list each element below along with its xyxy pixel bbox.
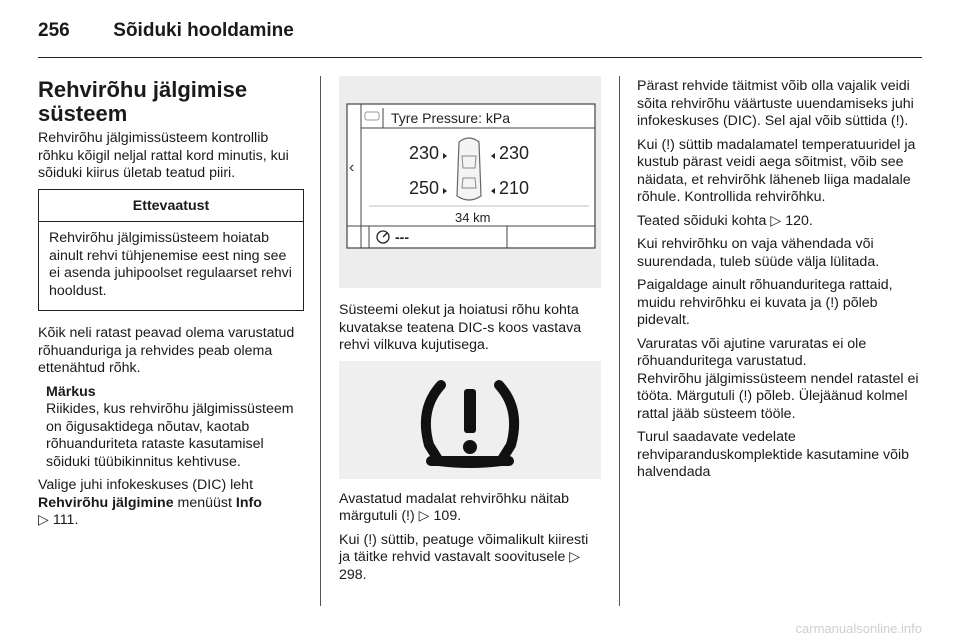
paragraph-ignition: Kui rehvirõhku on vaja vähendada või suurendada, tuleb süüde välja lülitada. [637, 236, 880, 270]
tpms-warning-icon [339, 361, 601, 479]
text-run: Teated sõiduki kohta [637, 212, 767, 229]
tpms-icon: (!) [825, 294, 839, 311]
tpms-icon: (!) [738, 388, 753, 404]
ref-arrow-icon: ▷ [569, 549, 581, 565]
paragraph-spare-warning [637, 371, 927, 424]
ref-arrow-icon: ▷ [38, 512, 49, 528]
column-3 [637, 78, 927, 488]
page-number: 256 [38, 20, 70, 41]
tpms-icon: (!) [890, 113, 905, 129]
warning-title: Ettevaatust [39, 190, 303, 223]
text-run: Kui [339, 531, 360, 548]
tpms-icon: (!) [661, 136, 675, 153]
menu-info: Info [235, 494, 262, 511]
text-run: . [904, 113, 909, 129]
ref-arrow-icon: ▷ [418, 508, 430, 524]
dic-display-illustration [339, 76, 601, 288]
pressure-front-right: 230 [499, 143, 530, 163]
page-header [38, 20, 294, 42]
column-1 [38, 78, 304, 536]
paragraph-spare: Varuratas või ajutine varuratas ei ole rõhuanduritega varustatud. [637, 335, 867, 369]
tpms-warning-symbol-illustration [339, 361, 601, 479]
section-heading: Rehvirõhu jälgimise süsteem [38, 77, 248, 126]
page-ref[interactable]: 298. [339, 566, 367, 583]
watermark: carmanualsonline.info [795, 621, 922, 636]
text-run: Rehvirõhu jälgimissüsteem nendel ratastel ei tööta. Märgutuli [637, 370, 919, 404]
paragraph-sensors-only [637, 277, 927, 330]
text-run: Valige juhi infokeskuses (DIC) leht [38, 477, 254, 493]
paragraph-low-temp [637, 137, 927, 207]
note-title: Märkus [46, 383, 96, 400]
pressure-front-left: 230 [409, 143, 440, 163]
page-ref[interactable]: 109. [433, 508, 462, 524]
paragraph-lowpressure [339, 491, 601, 526]
text-run: Kui [637, 136, 658, 153]
warning-box [38, 189, 304, 312]
dic-caption: Süsteemi olekut ja hoiatusi rõhu kohta kuvatakse teatena DIC-s koos vastava rehvi vilkuva kujutisega. [339, 302, 582, 353]
header-rule [38, 57, 922, 58]
warning-text: Rehvirõhu jälgimissüsteem hoiatab ainult rehvi tühjenemise eest ning see ei asenda juhipoolset regulaarset rehvi hooldust. [49, 230, 292, 299]
text-run: põleb. Ülejäänud kolmel rattal jääb süsteem tööle. [637, 388, 908, 422]
column-2 [339, 76, 601, 590]
pressure-rear-left: 250 [409, 178, 440, 198]
text-run: menüüst [173, 494, 236, 511]
text-run: põleb pidevalt. [637, 294, 878, 328]
ref-arrow-icon: ▷ [770, 212, 782, 229]
paragraph-after-inflate [637, 78, 927, 131]
text-run: Pärast rehvide täitmist võib olla vajalik veidi sõita rehvirõhu väärtuste uuendamiseks juhi infokeskuses (DIC). Sel ajal võib süttida [637, 78, 914, 129]
back-chevron-icon: ‹ [349, 159, 355, 176]
text-run: Avastatud madalat rehvirõhku näitab märgutuli [339, 490, 570, 524]
distance-value: 34 km [455, 210, 491, 225]
page-ref[interactable]: 120. [785, 212, 813, 229]
chapter-title: Sõiduki hooldamine [113, 20, 294, 41]
tpms-icon: (!) [401, 508, 415, 524]
intro-paragraph: Rehvirõhu jälgimissüsteem kontrollib rõhku kõigil neljal rattal kord minutis, kui sõiduki kiirus ületab teatud piiri. [38, 130, 289, 181]
tpms-icon: (!) [363, 531, 377, 548]
dic-display-svg [339, 76, 601, 288]
paragraph-messages [637, 213, 927, 231]
page-ref[interactable]: 111. [52, 512, 79, 528]
note-text: Riikides, kus rehvirõhu jälgimissüsteem on õigusaktidega nõutav, kaotab rõhuanduriteta rataste kasutamisel sõiduki tüübikinnitus kehtivuse. [46, 401, 294, 470]
dic-title: Tyre Pressure: kPa [391, 110, 511, 126]
text-run: süttib, peatuge võimalikult kiiresti ja täitke rehvid vastavalt soovitusele [339, 531, 589, 565]
pressure-rear-right: 210 [499, 178, 530, 198]
menu-name: Rehvirõhu jälgimine [38, 494, 174, 511]
column-divider-1 [320, 76, 321, 606]
paragraph-sensors: Kõik neli ratast peavad olema varustatud rõhuanduriga ja rehvides peab olema ettenähtud rõhk. [38, 325, 295, 376]
car-top-view-icon [457, 138, 481, 200]
paragraph-repair-kits: Turul saadavate vedelate rehviparanduskomplektide kasutamine võib halvendada [637, 429, 910, 480]
paragraph-menu [38, 477, 304, 530]
text-run: süttib madalamatel temperatuuridel ja kustub pärast veidi aega sõitmist, võib see näidata, et rehvirõhk läheneb liiga madalale rõhule. Kontrollida rehvirõhku. [637, 136, 916, 205]
paragraph-stop [339, 532, 601, 585]
text-run: Paigaldage ainult rõhuanduritega rattaid, muidu rehvirõhku ei kuvata ja [637, 277, 893, 311]
bottom-status-value: --- [395, 229, 409, 245]
note-block [38, 384, 304, 472]
column-divider-2 [619, 76, 620, 606]
